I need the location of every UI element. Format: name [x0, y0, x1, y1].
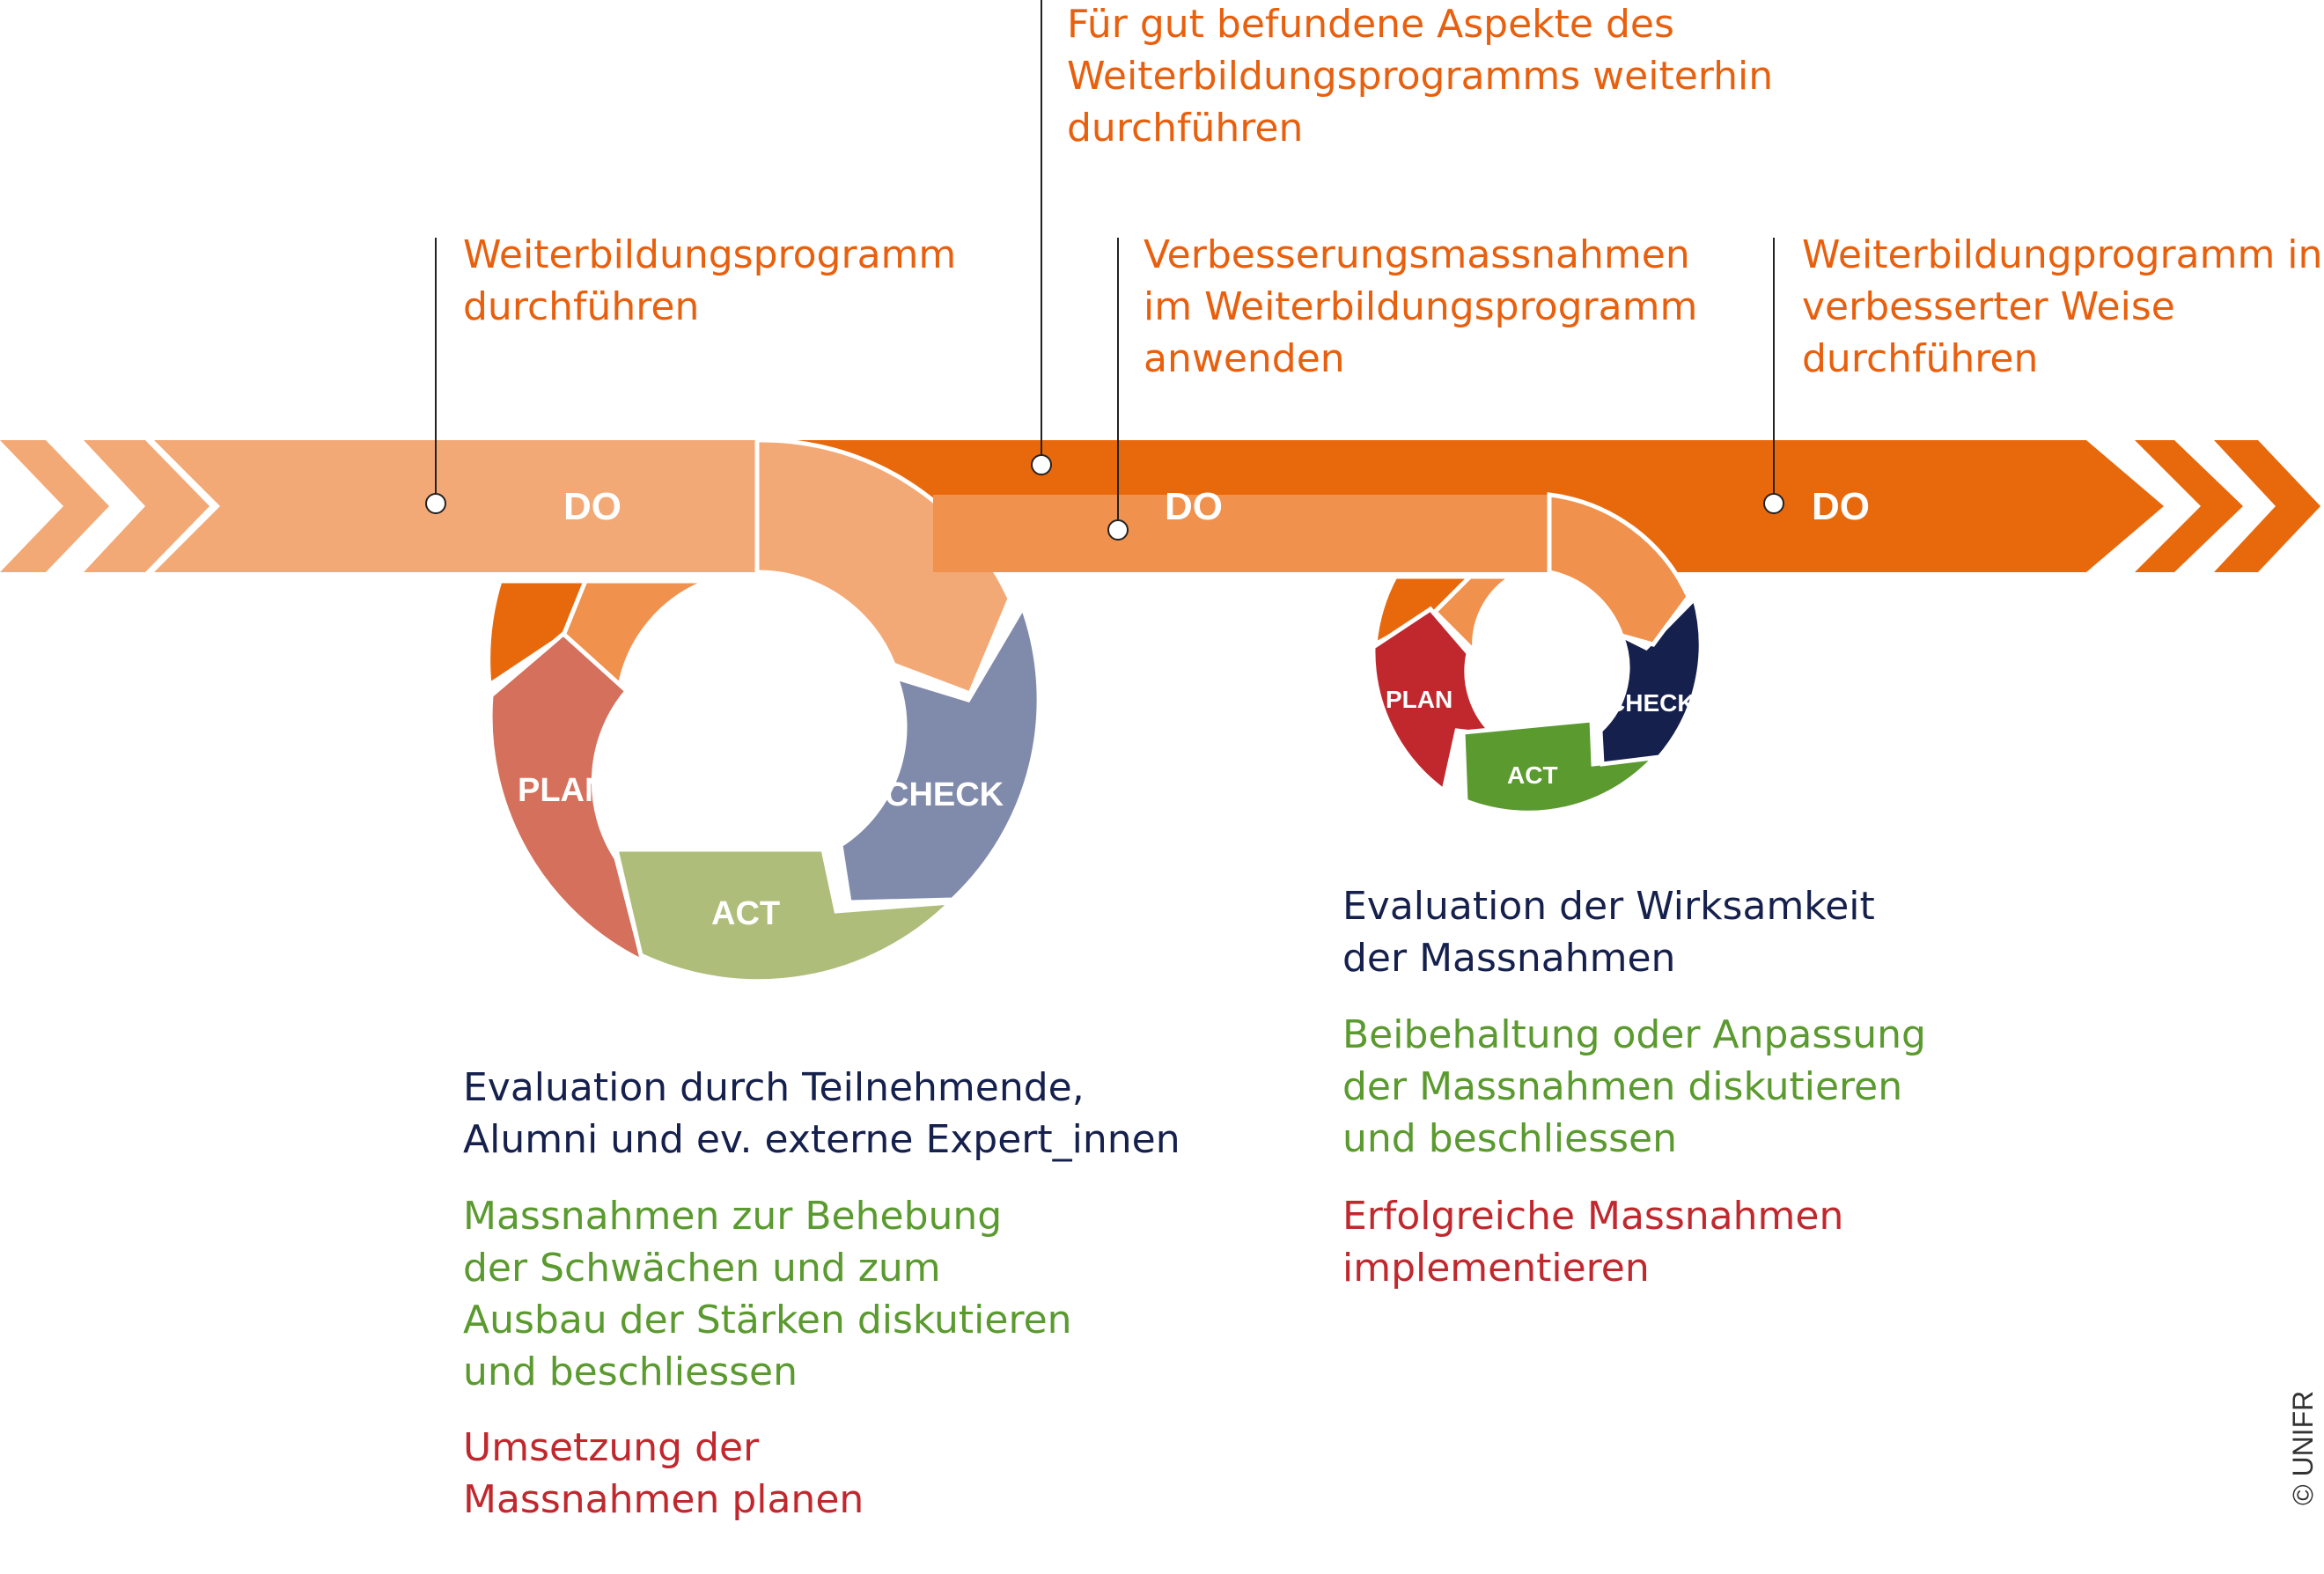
do-label-3: DO: [1812, 485, 1870, 528]
callout-keep-aspects: [1067, 0, 1773, 154]
note-large-check: [463, 1062, 1180, 1166]
callout-do-3: [1802, 229, 2322, 385]
callout-apply-measures-line-2: im Weiterbildungsprogramm: [1144, 284, 1698, 329]
callout-do-3-line-1: Weiterbildungprogramm in: [1802, 232, 2323, 277]
note-small-act-line-2: der Massnahmen diskutieren: [1342, 1064, 1903, 1109]
note-large-plan: [463, 1422, 864, 1526]
note-small-plan: [1342, 1190, 1843, 1294]
note-large-act-line-3: Ausbau der Stärken diskutieren: [463, 1298, 1072, 1342]
cycle-large-check-label: CHECK: [885, 776, 1004, 813]
note-large-act-line-1: Massnahmen zur Behebung: [463, 1194, 1003, 1239]
cycle-large-act-label: ACT: [711, 895, 781, 932]
note-small-check-line-1: Evaluation der Wirksamkeit: [1342, 884, 1875, 929]
callout-do-3-line-3: durchführen: [1802, 336, 2039, 381]
callout-do-3-line-2: verbesserter Weise: [1802, 284, 2175, 329]
cycle-small-check-label: CHECK: [1607, 689, 1695, 717]
note-small-act-line-3: und beschliessen: [1342, 1116, 1678, 1161]
do-label-1: DO: [563, 485, 621, 528]
callout-marker-do-3: [1764, 494, 1783, 513]
callout-apply-measures: [1144, 229, 1697, 385]
callout-apply-measures-line-3: anwenden: [1144, 336, 1345, 381]
mid-arrow-straight: [986, 495, 1549, 572]
note-large-act-line-2: der Schwächen und zum: [463, 1246, 941, 1291]
main-arrow-light: [154, 440, 775, 572]
note-large-act-line-4: und beschliessen: [463, 1350, 798, 1394]
note-large-plan-line-2: Massnahmen planen: [463, 1477, 864, 1522]
callout-marker-do-1: [426, 494, 445, 513]
note-small-plan-line-2: implementieren: [1342, 1246, 1650, 1291]
note-large-plan-line-1: Umsetzung der: [463, 1425, 760, 1470]
callout-keep-aspects-line-1: Für gut befundene Aspekte des: [1067, 2, 1674, 47]
note-small-act: [1342, 1009, 1926, 1165]
note-small-plan-line-1: Erfolgreiche Massnahmen: [1342, 1194, 1844, 1239]
callout-do-1-line-1: Weiterbildungsprogramm: [463, 232, 957, 277]
copyright-notice: © UNIFR: [2287, 1390, 2319, 1505]
cycle-small-plan-label: PLAN: [1386, 686, 1453, 713]
callout-do-1-line-2: durchführen: [463, 284, 700, 329]
note-small-act-line-1: Beibehaltung oder Anpassung: [1342, 1012, 1926, 1057]
callout-marker-keep-aspects: [1032, 455, 1051, 474]
note-large-check-line-2: Alumni und ev. externe Expert_innen: [463, 1117, 1180, 1162]
note-small-check-line-2: der Massnahmen: [1342, 936, 1676, 981]
callout-keep-aspects-line-2: Weiterbildungsprogramms weiterhin: [1067, 54, 1774, 99]
chevron-left-1: [0, 440, 109, 572]
callout-apply-measures-line-1: Verbesserungsmassnahmen: [1144, 232, 1690, 277]
do-label-2: DO: [1165, 485, 1223, 528]
callout-keep-aspects-line-3: durchführen: [1067, 106, 1304, 151]
callout-do-1: [463, 229, 956, 333]
cycle-large-plan-label: PLAN: [518, 772, 609, 809]
note-small-check: [1342, 880, 1875, 984]
cycle-small-act-label: ACT: [1507, 761, 1558, 789]
callout-marker-apply-measures: [1108, 520, 1128, 540]
note-large-check-line-1: Evaluation durch Teilnehmende,: [463, 1065, 1085, 1110]
note-large-act: [463, 1190, 1072, 1398]
